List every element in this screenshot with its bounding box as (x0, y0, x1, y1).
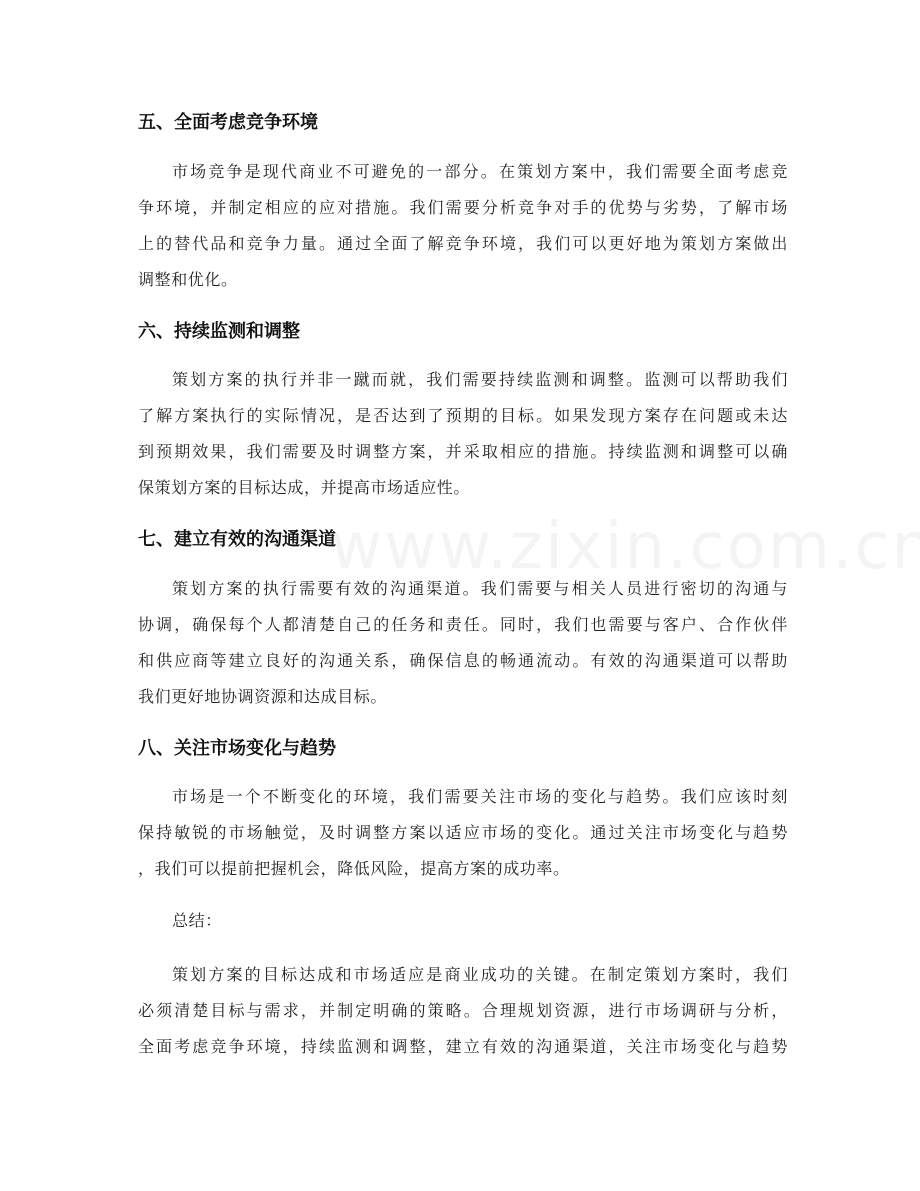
paragraph-line: 协调，确保每个人都清楚自己的任务和责任。同时，我们也需要与客户、合作伙伴 (138, 615, 788, 634)
paragraph-line: 保策划方案的目标达成，并提高市场适应性。 (138, 478, 471, 497)
section-paragraph-6 (138, 362, 788, 506)
summary-label: 总结： (172, 911, 222, 930)
paragraph-line: 了解方案执行的实际情况，是否达到了预期的目标。如果发现方案存在问题或未达 (138, 406, 788, 425)
paragraph-line: ，我们可以提前把握机会，降低风险，提高方案的成功率。 (138, 859, 570, 878)
section-paragraph-8 (138, 779, 788, 887)
paragraph-line: 全面考虑竞争环境，持续监测和调整，建立有效的沟通渠道，关注市场变化与趋势 (138, 1037, 788, 1056)
section-heading-5: 五、全面考虑竞争环境 (138, 112, 318, 133)
paragraph-line: 争环境，并制定相应的应对措施。我们需要分析竞争对手的优势与劣势，了解市场 (138, 198, 788, 217)
paragraph-line: 上的替代品和竞争力量。通过全面了解竞争环境，我们可以更好地为策划方案做出 (138, 234, 788, 253)
paragraph-line: 策划方案的执行并非一蹴而就，我们需要持续监测和调整。监测可以帮助我们 (172, 370, 788, 389)
summary-paragraph (138, 957, 788, 1065)
paragraph-line: 策划方案的目标达成和市场适应是商业成功的关键。在制定策划方案时，我们 (172, 965, 788, 984)
paragraph-line: 市场是一个不断变化的环境，我们需要关注市场的变化与趋势。我们应该时刻 (172, 787, 788, 806)
section-heading-8: 八、关注市场变化与趋势 (138, 738, 336, 759)
paragraph-line: 保持敏锐的市场触觉，及时调整方案以适应市场的变化。通过关注市场变化与趋势 (138, 823, 788, 842)
paragraph-line: 策划方案的执行需要有效的沟通渠道。我们需要与相关人员进行密切的沟通与 (172, 579, 788, 598)
section-paragraph-7 (138, 571, 788, 715)
paragraph-line: 调整和优化。 (138, 270, 238, 289)
section-heading-7: 七、建立有效的沟通渠道 (138, 529, 336, 550)
paragraph-line: 到预期效果，我们需要及时调整方案，并采取相应的措施。持续监测和调整可以确 (138, 442, 788, 461)
paragraph-line: 市场竞争是现代商业不可避免的一部分。在策划方案中，我们需要全面考虑竞 (172, 162, 788, 181)
paragraph-line: 必须清楚目标与需求，并制定明确的策略。合理规划资源，进行市场调研与分析， (138, 1001, 788, 1020)
section-paragraph-5 (138, 154, 788, 298)
paragraph-line: 和供应商等建立良好的沟通关系，确保信息的畅通流动。有效的沟通渠道可以帮助 (138, 651, 788, 670)
section-heading-6: 六、持续监测和调整 (138, 321, 300, 342)
paragraph-line: 我们更好地协调资源和达成目标。 (138, 687, 388, 706)
